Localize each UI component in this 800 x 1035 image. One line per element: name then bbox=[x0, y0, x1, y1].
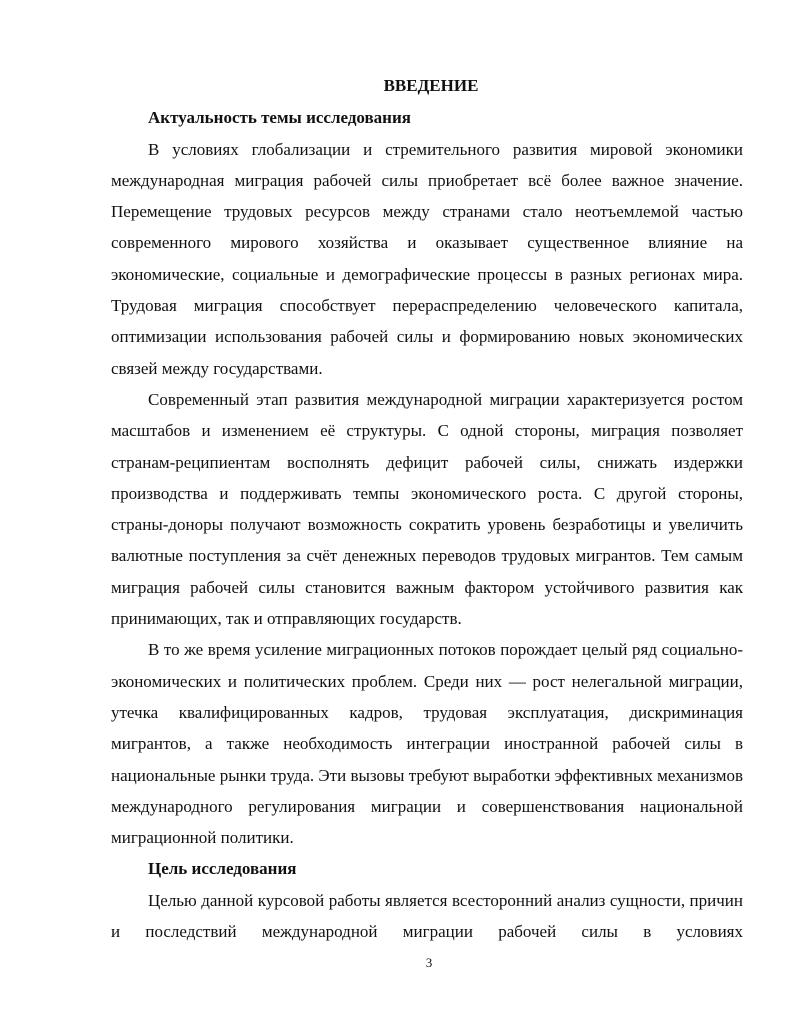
paragraph-relevance-2: Современный этап развития международной миграции характеризуется ростом масштабов и изменением её структуры. С одной стороны, миграция позволяет странам-реципиентам восполнять дефицит рабочей силы, снижать издержки производства и поддерживать темпы экономического роста. С другой стороны, страны-доноры получают возможность сократить уровень безработицы и увеличить валютные поступления за счёт денежных переводов трудовых мигрантов. Тем самым миграция рабочей силы становится важным фактором устойчивого развития как принимающих, так и отправляющих государств. bbox=[111, 389, 743, 629]
section-heading-relevance: Актуальность темы исследования bbox=[148, 108, 411, 128]
page-title: ВВЕДЕНИЕ bbox=[383, 76, 479, 95]
page-content bbox=[111, 70, 743, 947]
section-heading-goal: Цель исследования bbox=[148, 859, 297, 879]
paragraph-relevance-3: В то же время усиление миграционных потоков порождает целый ряд социально-экономических и политических проблем. Среди них — рост нелегальной миграции, утечка квалифицированных кадров, трудовая эксплуатация, дискриминация мигрантов, а также необходимость интеграции иностранной рабочей силы в национальные рынки труда. Эти вызовы требуют выработки эффективных механизмов международного регулирования миграции и совершенствования национальной миграционной политики. bbox=[111, 640, 743, 848]
page-number: 3 bbox=[425, 955, 433, 970]
paragraph-goal: Целью данной курсовой работы является всесторонний анализ сущности, причин и последствий международной миграции рабочей силы в условиях bbox=[111, 890, 743, 942]
paragraph-relevance-1: В условиях глобализации и стремительного развития мировой экономики международная миграция рабочей силы приобретает всё более важное значение. Перемещение трудовых ресурсов между странами стало неотъемлемой частью современного мирового хозяйства и оказывает существенное влияние на экономические, социальные и демографические процессы в разных регионах мира. Трудовая миграция способствует перераспределению человеческого капитала, оптимизации использования рабочей силы и формированию новых экономических связей между государствами. bbox=[111, 139, 743, 378]
